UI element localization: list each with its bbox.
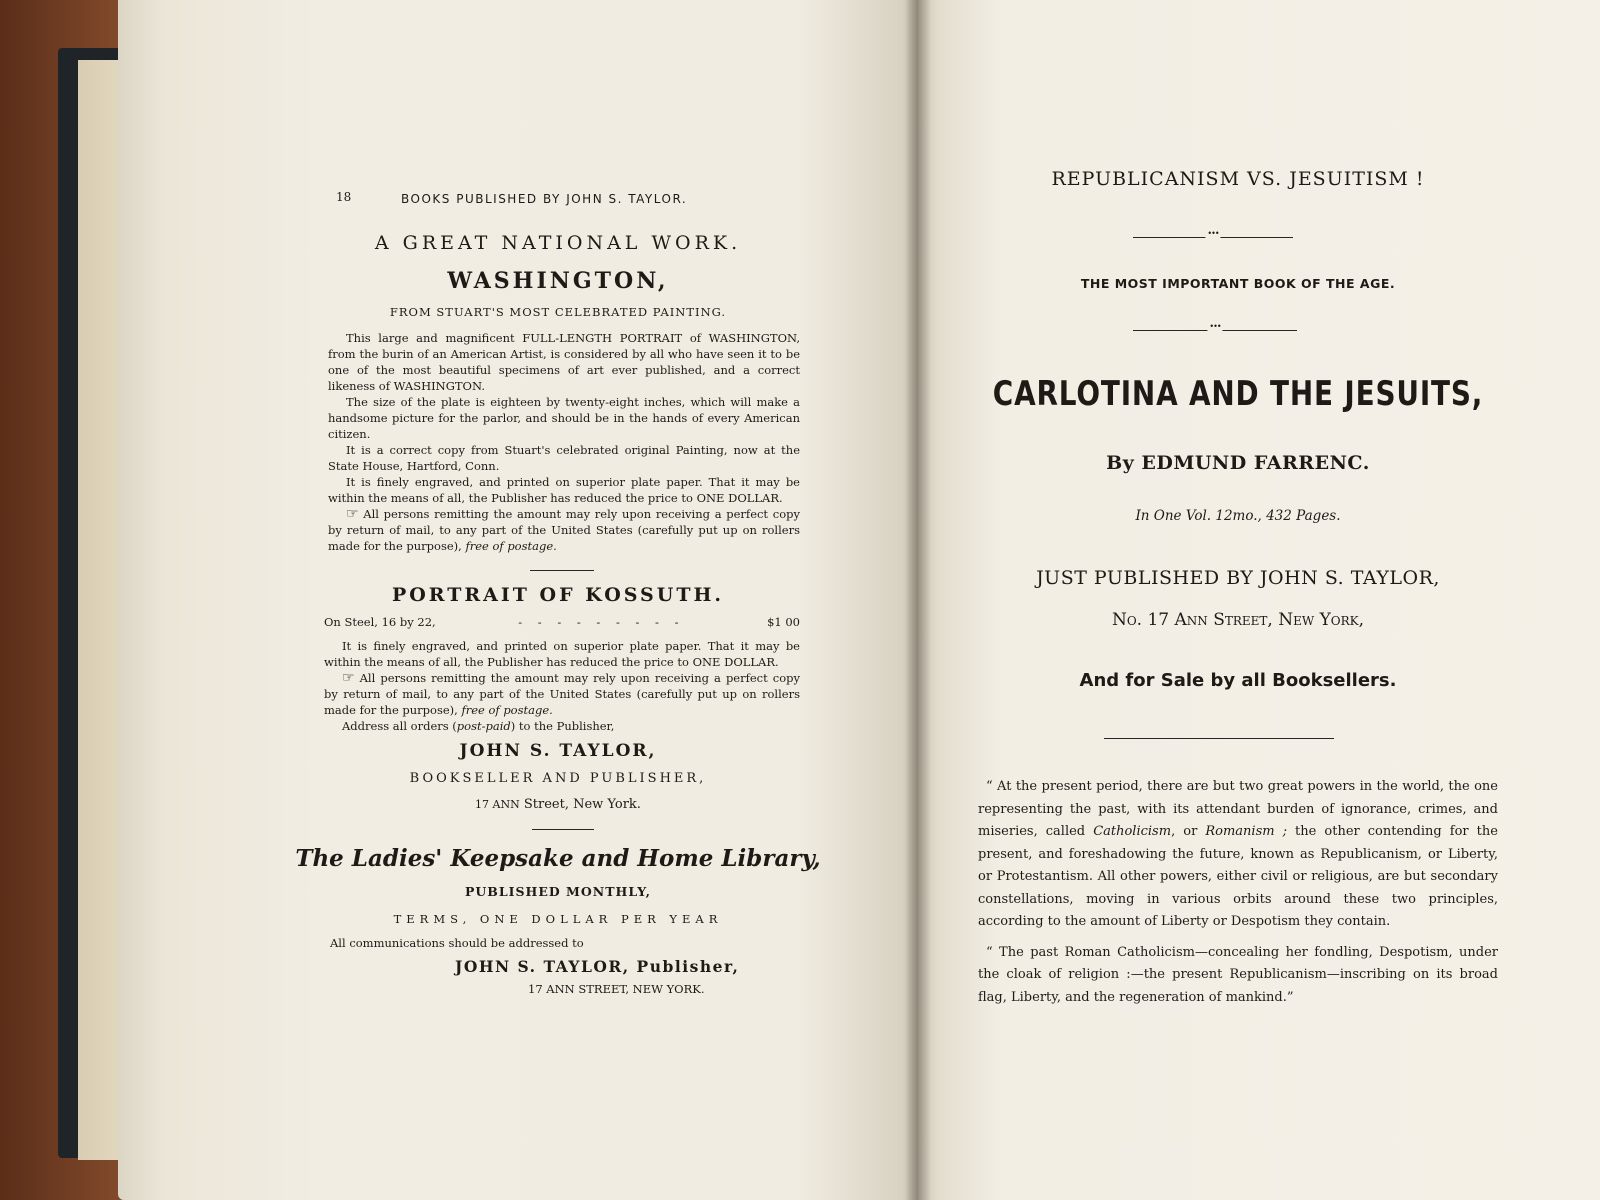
publisher-name: JOHN S. TAYLOR, [459,741,657,761]
quote-1-start: “ At the present period, there are but two great powers in the world, the one representing the past, with its attendant burden of ignorance, crimes, and miseries, called [978,779,1498,839]
quote-1-end: the other contending for the present, and foreshadowing the future, known as Republicanism, or Liberty, or Protestantism. All other powers, either civil or religious, are but secondary constellations, moving in various orbits around these two principles, according to the amount of Liberty or Despotism they contain. [978,824,1498,929]
right-heading: REPUBLICANISM VS. JESUITISM ! [1051,168,1425,190]
publisher-address-right: No. 17 Ann Street, New York, [1111,610,1365,630]
keepsake-terms: TERMS, ONE DOLLAR PER YEAR [393,912,723,926]
washington-para-5-text: All persons remitting the amount may rely upon receiving a perfect copy by return of mail, to any part of the United States (carefully put up on rollers made for the purpose), [328,507,800,553]
section-divider [1104,738,1334,739]
book-volume: In One Vol. 12mo., 432 Pages. [1135,508,1341,524]
right-page [918,0,1600,1200]
keepsake-monthly: PUBLISHED MONTHLY, [465,884,651,899]
quote-catholicism: Catholicism [1093,824,1172,839]
kossuth-dashes: - - - - - - - - - [518,615,685,629]
for-sale-line: And for Sale by all Booksellers. [1079,670,1397,691]
free-postage: free of postage. [465,539,557,553]
address-suffix: ) to the Publisher, [510,719,615,733]
ornamental-rule [1133,237,1293,238]
book-author: By EDMUND FARRENC. [1106,452,1370,474]
book-title: CARLOTINA AND THE JESUITS, [992,374,1484,414]
kossuth-para-1: It is finely engraved, and printed on superior plate paper. That it may be within the means of all, the Publisher has reduced the price to ONE DOLLAR. [324,639,800,669]
washington-para-5 [328,506,800,554]
book-gutter [905,0,931,1200]
publisher-address [298,797,818,812]
post-paid: post-paid [456,719,511,733]
running-head: BOOKS PUBLISHED BY JOHN S. TAYLOR. [401,192,688,206]
keepsake-title: The Ladies' Keepsake and Home Library, [295,845,821,872]
section-divider [532,829,594,830]
just-published: JUST PUBLISHED BY JOHN S. TAYLOR, [1036,567,1440,589]
final-address: 17 ANN STREET, NEW YORK. [528,982,705,996]
kossuth-price: $1 00 [767,615,800,629]
washington-description [328,330,800,554]
address-prefix: Address all orders ( [342,719,457,733]
publisher-role: BOOKSELLER AND PUBLISHER, [409,771,707,786]
most-important-line: THE MOST IMPORTANT BOOK OF THE AGE. [1080,276,1396,291]
ornamental-rule [1133,330,1297,331]
washington-subtitle: FROM STUART'S MOST CELEBRATED PAINTING. [389,305,727,319]
quote-romanism: Romanism ; [1205,824,1287,839]
washington-para-3: It is a correct copy from Stuart's celebrated original Painting, now at the State House, Hartford, Conn. [328,443,800,473]
kossuth-size: On Steel, 16 by 22, [324,615,436,629]
washington-title: WASHINGTON, [447,268,669,294]
quote-paragraph-2: “ The past Roman Catholicism—concealing her fondling, Despotism, under the cloak of religion :—the present Republicanism—inscribing on its broad flag, Liberty, and the regeneration of mankind.” [978,944,1498,1005]
pointing-hand-icon: ☞ [346,506,359,522]
quote-or: , or [1171,824,1206,839]
address-orders [324,718,800,734]
kossuth-para-2 [324,670,800,718]
kossuth-title: PORTRAIT OF KOSSUTH. [391,584,725,606]
kossuth-para-2-text: All persons remitting the amount may rely upon receiving a perfect copy by return of mail, to any part of the United States (carefully put up on rollers made for the purpose), [324,671,801,717]
section-divider [530,570,594,571]
kossuth-price-line [324,614,800,630]
left-page [118,0,918,1200]
pointing-hand-icon: ☞ [342,670,355,686]
great-work-heading: A GREAT NATIONAL WORK. [374,232,742,254]
final-publisher: JOHN S. TAYLOR, Publisher, [455,957,740,976]
washington-para-1: This large and magnificent FULL-LENGTH PORTRAIT of WASHINGTON, from the burin of an American Artist, is considered by all who have seen it to be one of the most beautiful specimens of art ever published, and a correct likeness of WASHINGTON. [328,331,800,393]
quote-paragraph-1 [978,776,1498,934]
communications-line: All communications should be addressed to [330,936,584,950]
washington-para-4: It is finely engraved, and printed on superior plate paper. That it may be within the means of all, the Publisher has reduced the price to ONE DOLLAR. [328,475,800,505]
page-number: 18 [336,190,352,204]
kossuth-description [324,638,800,734]
publisher-address-number: 17 ANN [475,798,520,811]
free-postage: free of postage. [461,703,553,717]
publisher-address-street: Street, New York. [523,797,641,812]
washington-para-2: The size of the plate is eighteen by twenty-eight inches, which will make a handsome picture for the parlor, and should be in the hands of every American citizen. [328,395,800,441]
quotation-block [978,776,1498,1017]
